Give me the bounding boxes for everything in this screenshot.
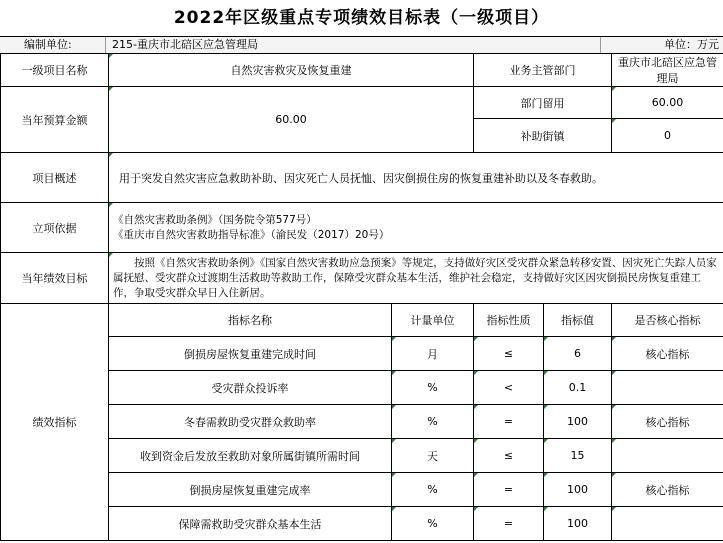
indicator-value: 100 [544, 405, 612, 439]
budget-row [1, 87, 723, 119]
basis-row [1, 203, 723, 253]
header-unit: 计量单位 [392, 304, 474, 337]
page-title: 2022年区级重点专项绩效目标表（一级项目） [173, 8, 550, 28]
goal-text: 按照《自然灾害救助条例》《国家自然灾害救助应急预案》等规定，支持做好灾区受灾群众紧急转移安置、因灾死亡失踪人员家属抚慰、受灾群众过渡期生活救助等救助工作，保障受灾群众基本生活，维护社会稳定，支持做好灾区因灾倒损民房恢复重建工作，争取受灾群众早日入住新居。 [109, 253, 723, 304]
divider [105, 37, 106, 53]
indicator-core [612, 507, 723, 541]
divider [600, 37, 601, 53]
retain-value: 60.00 [612, 87, 723, 119]
table-row [1, 439, 723, 473]
dept-name: 重庆市北碚区应急管理局 [612, 54, 723, 87]
indicator-name: 收到资金后发放至救助对象所属街镇所需时间 [109, 439, 392, 473]
indicator-core: 核心指标 [612, 337, 723, 371]
indicator-core: 核心指标 [612, 405, 723, 439]
project-row [1, 54, 723, 87]
indicator-unit: % [392, 405, 474, 439]
indicator-name: 冬春需救助受灾群众救助率 [109, 405, 392, 439]
header-nature: 指标性质 [474, 304, 544, 337]
indicator-unit: 天 [392, 439, 474, 473]
header-value: 指标值 [544, 304, 612, 337]
indicator-value: 100 [544, 473, 612, 507]
target-table [0, 53, 723, 541]
table-row [1, 507, 723, 541]
indicator-value: 6 [544, 337, 612, 371]
unit-name: 215-重庆市北碚区应急管理局 [112, 38, 258, 51]
indicator-nature: ≤ [474, 439, 544, 473]
overview-label: 项目概述 [1, 153, 109, 203]
header-name: 指标名称 [109, 304, 392, 337]
indicator-name: 倒损房屋恢复重建完成率 [109, 473, 392, 507]
goal-row [1, 253, 723, 304]
dept-label: 业务主管部门 [474, 54, 612, 87]
indicator-value: 100 [544, 507, 612, 541]
unit-label: 编制单位: [24, 38, 72, 51]
basis-label: 立项依据 [1, 203, 109, 253]
table-row [1, 473, 723, 507]
header-core: 是否核心指标 [612, 304, 723, 337]
info-bar [0, 36, 723, 53]
table-row [1, 371, 723, 405]
overview-row [1, 153, 723, 203]
indicator-core [612, 371, 723, 405]
project-name-label: 一级项目名称 [1, 54, 109, 87]
indicator-core: 核心指标 [612, 473, 723, 507]
basis-text [109, 203, 723, 253]
indicator-unit: % [392, 507, 474, 541]
indicators-label: 绩效指标 [1, 304, 109, 541]
indicator-header-row [1, 304, 723, 337]
retain-label: 部门留用 [474, 87, 612, 119]
indicator-name: 保障需救助受灾群众基本生活 [109, 507, 392, 541]
money-unit: 单位：万元 [664, 38, 719, 51]
overview-text: 用于突发自然灾害应急救助补助、因灾死亡人员抚恤、因灾倒损住房的恢复重建补助以及冬春救助。 [109, 153, 723, 203]
indicator-nature: = [474, 473, 544, 507]
table-row [1, 405, 723, 439]
indicator-name: 受灾群众投诉率 [109, 371, 392, 405]
indicator-unit: % [392, 371, 474, 405]
budget-total: 60.00 [109, 87, 474, 153]
indicator-nature: ≤ [474, 337, 544, 371]
indicator-value: 0.1 [544, 371, 612, 405]
subsidy-label: 补助街镇 [474, 119, 612, 153]
indicator-name: 倒损房屋恢复重建完成时间 [109, 337, 392, 371]
project-name: 自然灾害救灾及恢复重建 [109, 54, 474, 87]
indicator-value: 15 [544, 439, 612, 473]
indicator-core [612, 439, 723, 473]
indicator-unit: % [392, 473, 474, 507]
indicator-unit: 月 [392, 337, 474, 371]
indicator-nature: = [474, 507, 544, 541]
table-row [1, 337, 723, 371]
subsidy-value: 0 [612, 119, 723, 153]
goal-label: 当年绩效目标 [1, 253, 109, 304]
indicator-nature: < [474, 371, 544, 405]
indicator-nature: = [474, 405, 544, 439]
budget-label: 当年预算金额 [1, 87, 109, 153]
basis-line: 《重庆市自然灾害救助指导标准》（渝民发（2017）20号） [113, 228, 390, 241]
basis-line: 《自然灾害救助条例》（国务院令第577号） [113, 213, 317, 226]
